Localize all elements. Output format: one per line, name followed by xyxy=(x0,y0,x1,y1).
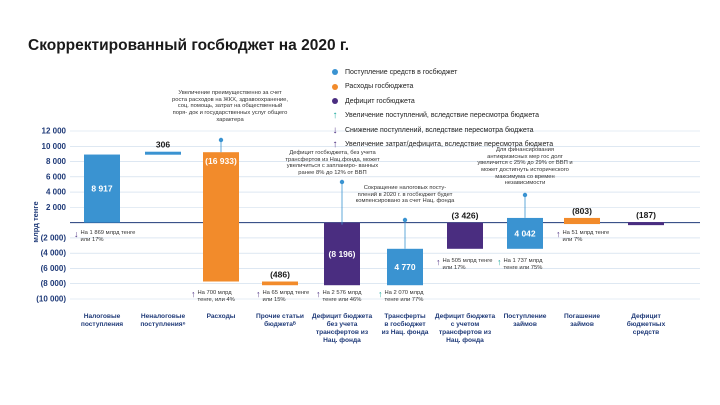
category-label: Поступление xyxy=(503,313,547,320)
bar-6 xyxy=(447,223,483,249)
category-label: Дефицит xyxy=(631,313,661,320)
y-axis-ticks xyxy=(36,127,66,304)
category-label: Дефицит бюджета xyxy=(434,313,496,320)
purple-up-arrow-icon: ↑ xyxy=(332,139,338,151)
page-title: Скорректированный госбюджет на 2020 г. xyxy=(28,37,350,54)
category-labels xyxy=(81,312,666,344)
grid-lines xyxy=(70,131,700,299)
y-tick-label: (8 000) xyxy=(40,279,66,289)
bar-8 xyxy=(564,218,600,224)
annotation-pin-dot xyxy=(403,218,407,222)
annotation-expenses: Увеличение преимущественно за счет роста расходов на ЖКХ, здравоохранение, соц. помощь, затрат на общественный поря- док и государственных услуг общего характера xyxy=(172,90,288,123)
y-tick-label: 12 000 xyxy=(41,126,66,136)
y-tick-label: (4 000) xyxy=(40,248,66,258)
bar-3 xyxy=(262,282,298,286)
y-tick-label: 6 000 xyxy=(45,172,66,182)
legend-label: Снижение поступлений, вследствие пересмотра бюджета xyxy=(345,126,534,134)
category-label: Трансферты xyxy=(384,313,426,320)
y-tick-label: 8 000 xyxy=(45,157,66,167)
change-note-expenses xyxy=(191,290,249,304)
y-axis-label: млрд тенге xyxy=(31,201,40,243)
change-note-deficit-ex xyxy=(316,290,374,304)
change-note-other xyxy=(256,290,312,304)
bar-value-label: (486) xyxy=(270,269,290,280)
y-tick-label: 4 000 xyxy=(45,187,66,197)
blue-dot-icon xyxy=(330,67,340,77)
bar-value-label: 8 917 xyxy=(91,183,113,194)
teal-up-arrow-icon: ↑ xyxy=(332,110,338,122)
category-label: Неналоговые xyxy=(140,313,186,320)
category-label: Погашение xyxy=(563,313,601,320)
bar-value-label: (803) xyxy=(572,205,592,216)
change-note-text: На 1 737 млрд тенге или 75% xyxy=(503,258,543,271)
category-label: средств xyxy=(632,329,660,336)
change-note-deficit-in xyxy=(436,258,494,272)
change-note-text: На 1 869 млрд тенге или 17% xyxy=(80,230,136,243)
category-label: поступления xyxy=(80,321,124,328)
change-note-repay xyxy=(556,230,616,244)
category-label: бюджетаᴮ xyxy=(264,321,296,328)
orange-dot-icon xyxy=(330,82,340,92)
category-label: в госбюджет xyxy=(384,321,426,328)
teal-up-arrow-icon: ↑ xyxy=(378,289,383,299)
purple-up-arrow-icon: ↑ xyxy=(436,257,441,267)
bar-value-label: (16 933) xyxy=(205,156,237,167)
teal-up-arrow-icon: ↑ xyxy=(497,257,502,267)
annotation-debt: Для финансирования антикризисных мер гос долг увеличится с 25% до 29% от ВВП и может достигнуть исторического максимума со времен независимости xyxy=(477,147,573,187)
purple-down-arrow-icon: ↓ xyxy=(74,229,79,239)
category-label: займов xyxy=(513,321,537,328)
bar-value-label: 4 770 xyxy=(394,262,416,273)
category-label: трансфертов из xyxy=(315,329,369,336)
category-label: займов xyxy=(570,321,594,328)
change-note-tax xyxy=(74,230,136,244)
purple-up-arrow-icon: ↑ xyxy=(191,289,196,299)
y-tick-label: 10 000 xyxy=(41,141,66,151)
legend-label: Дефицит госбюджета xyxy=(345,97,415,105)
bar-value-label: (3 426) xyxy=(451,210,479,221)
bar-1 xyxy=(145,152,181,155)
legend-item-expenses xyxy=(330,80,590,95)
purple-down-arrow-icon: ↓ xyxy=(332,124,338,136)
legend-item-revenue-increase xyxy=(330,109,590,124)
legend-item-revenue-decrease xyxy=(330,123,590,138)
change-note-text: На 65 млрд тенге или 15% xyxy=(262,290,310,303)
category-label: Прочие статьи xyxy=(256,313,304,320)
category-label: поступления⁶ xyxy=(140,321,186,328)
category-label: бюджетных xyxy=(626,321,666,328)
y-tick-label: (6 000) xyxy=(40,263,66,273)
bar-value-label: 4 042 xyxy=(514,228,536,239)
bar-9 xyxy=(628,222,664,225)
change-note-transfers xyxy=(378,290,438,304)
change-note-text: На 2 576 млрд тенге или 46% xyxy=(322,290,362,303)
bar-2 xyxy=(203,152,239,281)
legend-label: Расходы госбюджета xyxy=(345,83,414,91)
legend-item-deficit xyxy=(330,94,590,109)
y-tick-label: 2 000 xyxy=(45,202,66,212)
category-label: из Нац. фонда xyxy=(381,329,429,336)
category-label: без учета xyxy=(326,321,358,328)
change-note-text: На 700 млрд тенге, или 4% xyxy=(197,290,235,303)
category-label: с учетом xyxy=(450,321,480,328)
bar-value-label: (187) xyxy=(636,210,656,221)
annotation-transfers: Сокращение налоговых посту- плений в 2020 г. в госбюджет будет компенсировано за счет Нац. фонда xyxy=(355,185,455,205)
legend xyxy=(330,65,590,152)
annotation-deficit: Дефицит госбюджета, без учета трансфертов из Нац.фонда, может увеличиться с запланиро- ванных ранее 8% до 12% от ВВП xyxy=(285,150,380,176)
annotation-pin-dot xyxy=(340,180,344,184)
change-note-text: На 51 млрд тенге или 7% xyxy=(562,230,610,243)
legend-label: Увеличение поступлений, вследствие пересмотра бюджета xyxy=(345,112,540,120)
bar-value-label: (8 196) xyxy=(328,248,356,259)
legend-label: Поступление средств в госбюджет xyxy=(345,68,458,76)
annotation-pin-dot xyxy=(523,193,527,197)
change-note-text: На 505 млрд тенге или 17% xyxy=(442,258,493,271)
category-label: Налоговые xyxy=(83,313,121,320)
legend-label: Увеличение затрат/дефицита, вследствие пересмотра бюджета xyxy=(345,141,554,149)
change-note-loans xyxy=(497,258,557,272)
category-label: Дефицит бюджета xyxy=(311,313,373,320)
purple-dot-icon xyxy=(330,96,340,106)
purple-up-arrow-icon: ↑ xyxy=(316,289,321,299)
purple-up-arrow-icon: ↑ xyxy=(256,289,261,299)
y-tick-label: (10 000) xyxy=(36,294,66,304)
y-tick-label: (2 000) xyxy=(40,233,66,243)
legend-item-revenue xyxy=(330,65,590,80)
annotation-pin-dot xyxy=(219,138,223,142)
category-label: Нац. фонда xyxy=(323,337,361,344)
change-note-text: На 2 070 млрд тенге или 77% xyxy=(384,290,424,303)
category-label: Нац. фонда xyxy=(446,337,484,344)
purple-up-arrow-icon: ↑ xyxy=(556,229,561,239)
category-label: трансфертов из xyxy=(438,329,492,336)
category-label: Расходы xyxy=(206,313,236,320)
bar-value-label: 306 xyxy=(155,139,171,150)
